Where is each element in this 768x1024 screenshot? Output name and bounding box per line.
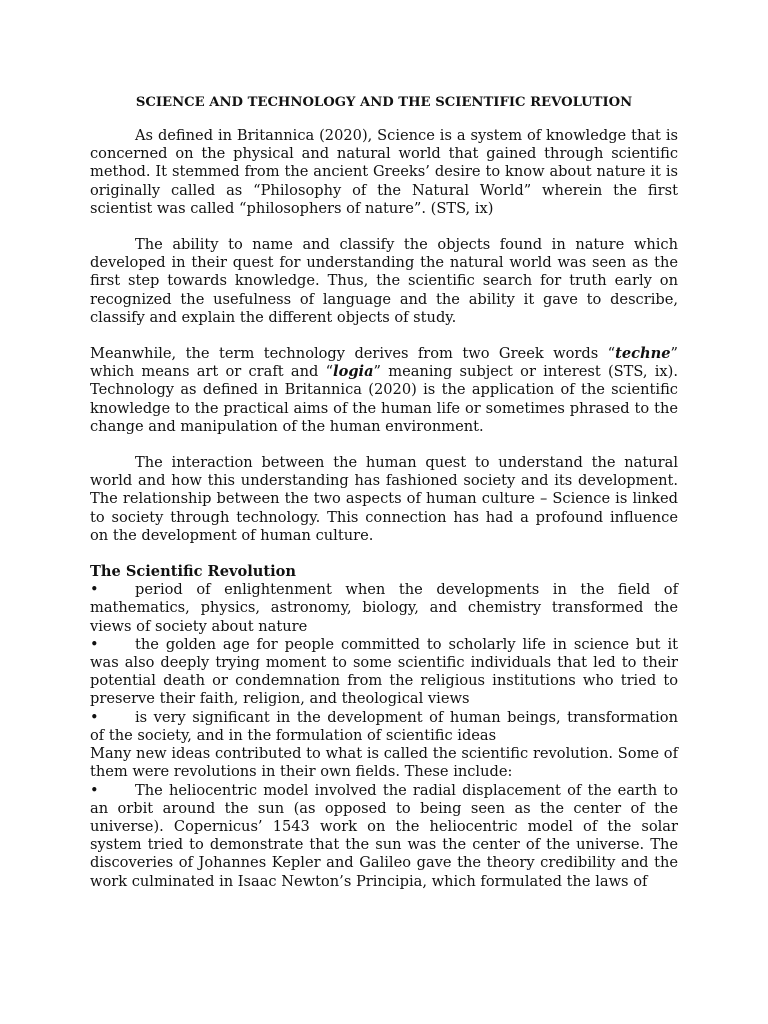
bullet-text: The heliocentric model involved the radial displacement of the earth to an orbit around the sun (as opposed to being seen as the center of the universe). Copernicus’ 1543 work on the heliocentric model of the solar system tried to demonstrate that the sun was the center of the universe. The discoveries of Johannes Kepler and Galileo gave the theory credibility and the work culminated in Isaac Newton’s Principia, which formulated the laws of — [90, 781, 678, 890]
document-title: SCIENCE AND TECHNOLOGY AND THE SCIENTIFIC REVOLUTION — [135, 95, 633, 110]
term-techne: techne — [615, 345, 671, 363]
bullet-icon: • — [90, 635, 99, 653]
document-body — [90, 94, 678, 891]
term-logia: logia — [333, 363, 374, 381]
bullet-text: the golden age for people committed to scholarly life in science but it was also deeply trying moment to some scientific individuals that led to their potential death or condemnation from the religious institutions who tried to preserve their faith, religion, and theological views — [90, 635, 678, 708]
paragraph-naming-classifying: The ability to name and classify the objects found in nature which developed in their quest for understanding the natural world was seen as the first step towards knowledge. Thus, the scientific search for truth early on recognized the usefulness of language and the ability it gave to describe, classify and explain the different objects of study. — [90, 236, 678, 326]
paragraph-text: ” which means art or craft and “ — [90, 345, 678, 381]
paragraph-interaction: The interaction between the human quest to understand the natural world and how this understanding has fashioned society and its development. The relationship between the two aspects of human culture – Science is linked to society through technology. This connection has had a profound influence on the development of human culture. — [90, 454, 678, 544]
bullet-item — [90, 636, 678, 709]
bullet-item — [90, 709, 678, 745]
paragraph-text: Meanwhile, the term technology derives from two Greek words “ — [90, 345, 616, 363]
paragraph-technology-definition — [90, 345, 678, 436]
bullet-item — [90, 782, 678, 891]
bullet-text: is very significant in the development of human beings, transformation of the society, and in the formulation of scientific ideas — [90, 708, 678, 744]
bullet-text: period of enlightenment when the developments in the field of mathematics, physics, astronomy, biology, and chemistry transformed the views of society about nature — [90, 581, 678, 635]
paragraph-text: ” meaning subject or interest (STS, ix). Technology as defined in Britannica (2020) is the application of the scientific knowledge to the practical aims of the human life or sometimes phrased to the change and manipulation of the human environment. — [90, 363, 678, 435]
bullet-icon: • — [90, 781, 99, 799]
section-heading: The Scientific Revolution — [90, 563, 296, 581]
bullet-icon: • — [90, 581, 99, 599]
bullet-icon: • — [90, 708, 99, 726]
bullet-item — [90, 581, 678, 636]
paragraph-science-definition: As defined in Britannica (2020), Science is a system of knowledge that is concerned on the physical and natural world that gained through scientific method. It stemmed from the ancient Greeks’ desire to know about nature it is originally called as “Philosophy of the Natural World” wherein the first scientist was called “philosophers of nature”. (STS, ix) — [90, 127, 678, 217]
paragraph-new-ideas: Many new ideas contributed to what is called the scientific revolution. Some of them were revolutions in their own fields. These include: — [90, 745, 678, 781]
